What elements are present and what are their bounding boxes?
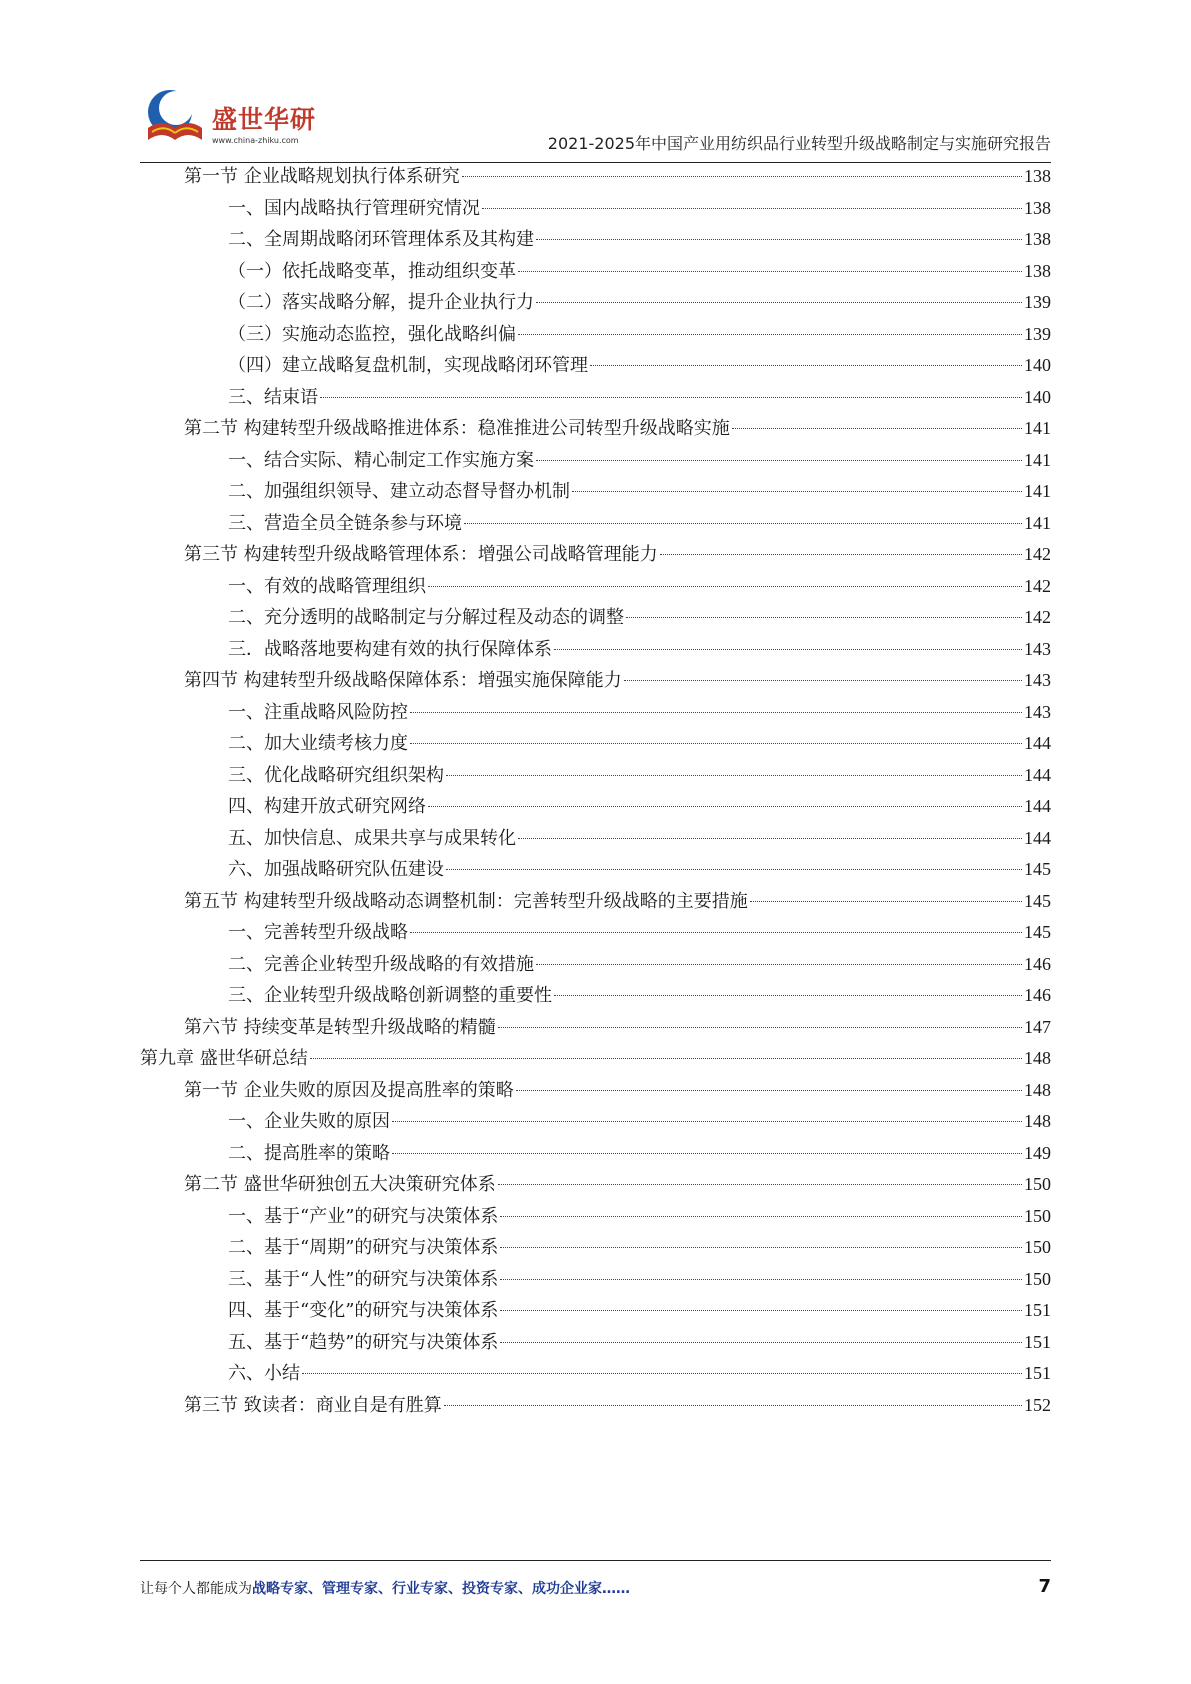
toc-entry[interactable]	[140, 1106, 1051, 1138]
company-logo	[140, 84, 360, 156]
toc-dot-leader	[536, 460, 1022, 461]
toc-entry[interactable]	[140, 1327, 1051, 1359]
toc-entry-page: 146	[1024, 985, 1051, 1005]
footer-slogan	[140, 1578, 630, 1598]
toc-entry[interactable]	[140, 791, 1051, 823]
toc-entry-page: 148	[1024, 1048, 1051, 1068]
page-header	[140, 80, 1051, 160]
toc-dot-leader	[302, 1373, 1022, 1374]
toc-entry-page: 138	[1024, 197, 1051, 218]
toc-entry-title: 三、营造全员全链条参与环境	[228, 512, 462, 534]
toc-entry[interactable]	[140, 1201, 1051, 1233]
toc-entry[interactable]	[140, 382, 1051, 414]
toc-entry-page: 138	[1024, 166, 1051, 186]
toc-entry-page: 141	[1024, 449, 1051, 470]
toc-entry-page: 142	[1024, 544, 1051, 564]
toc-entry[interactable]	[140, 161, 1051, 193]
toc-entry-page: 141	[1024, 481, 1051, 501]
toc-entry-title: 第四节 构建转型升级战略保障体系：增强实施保障能力	[184, 670, 622, 691]
toc-entry-title: 三、基于“人性”的研究与决策体系	[228, 1268, 499, 1290]
toc-entry-page: 147	[1024, 1016, 1051, 1037]
toc-entry[interactable]	[140, 728, 1051, 760]
toc-dot-leader	[320, 397, 1022, 398]
toc-entry-title: 三．战略落地要构建有效的执行保障体系	[228, 638, 552, 660]
toc-entry-title: 二、充分透明的战略制定与分解过程及动态的调整	[228, 607, 624, 628]
footer-slogan-prefix: 让每个人都能成为	[140, 1581, 252, 1597]
toc-entry[interactable]	[140, 823, 1051, 855]
toc-entry-page: 150	[1024, 1174, 1051, 1194]
toc-entry[interactable]	[140, 760, 1051, 792]
toc-entry-page: 148	[1024, 1111, 1051, 1131]
toc-entry-title: 二、完善企业转型升级战略的有效措施	[228, 953, 534, 975]
toc-entry-title: （二）落实战略分解，提升企业执行力	[228, 292, 534, 313]
toc-dot-leader	[624, 680, 1022, 681]
toc-entry-title: 五、基于“趋势”的研究与决策体系	[228, 1331, 499, 1353]
toc-dot-leader	[660, 554, 1022, 555]
toc-entry[interactable]	[140, 1138, 1051, 1170]
toc-entry-title: 一、国内战略执行管理研究情况	[228, 197, 480, 219]
toc-dot-leader	[446, 869, 1022, 870]
toc-entry[interactable]	[140, 1012, 1051, 1044]
toc-dot-leader	[462, 176, 1022, 177]
toc-entry-page: 150	[1024, 1205, 1051, 1226]
toc-entry-page: 144	[1024, 827, 1051, 848]
footer-slogan-emphasis: 战略专家、管理专家、行业专家、投资专家、成功企业家……	[252, 1581, 630, 1597]
toc-entry-title: 一、基于“产业”的研究与决策体系	[228, 1205, 499, 1227]
toc-entry[interactable]	[140, 1075, 1051, 1107]
toc-entry[interactable]	[140, 445, 1051, 477]
toc-dot-leader	[536, 239, 1022, 240]
toc-entry[interactable]	[140, 1043, 1051, 1075]
toc-entry[interactable]	[140, 1358, 1051, 1390]
toc-entry-page: 145	[1024, 922, 1051, 942]
toc-dot-leader	[310, 1058, 1022, 1059]
toc-dot-leader	[410, 932, 1022, 933]
toc-entry-page: 139	[1024, 323, 1051, 344]
toc-dot-leader	[498, 1027, 1022, 1028]
toc-entry-page: 150	[1024, 1268, 1051, 1289]
toc-dot-leader	[428, 586, 1022, 587]
toc-entry[interactable]	[140, 854, 1051, 886]
toc-dot-leader	[500, 1247, 1022, 1248]
toc-entry-page: 146	[1024, 953, 1051, 974]
toc-entry-title: 二、提高胜率的策略	[228, 1142, 390, 1164]
toc-entry[interactable]	[140, 980, 1051, 1012]
toc-entry[interactable]	[140, 193, 1051, 225]
toc-entry-title: 第一节 企业战略规划执行体系研究	[184, 166, 460, 187]
toc-entry-title: （一）依托战略变革，推动组织变革	[228, 260, 516, 282]
toc-dot-leader	[500, 1216, 1022, 1217]
toc-entry-title: （三）实施动态监控，强化战略纠偏	[228, 323, 516, 345]
toc-entry-page: 152	[1024, 1394, 1051, 1415]
toc-entry-title: 二、加大业绩考核力度	[228, 733, 408, 754]
toc-entry[interactable]	[140, 634, 1051, 666]
toc-dot-leader	[392, 1121, 1022, 1122]
toc-entry[interactable]	[140, 350, 1051, 382]
toc-dot-leader	[536, 302, 1022, 303]
logo-url: www.china-zhiku.com	[212, 136, 299, 145]
toc-entry-title: 第二节 构建转型升级战略推进体系：稳准推进公司转型升级战略实施	[184, 418, 730, 439]
footer-divider	[140, 1560, 1051, 1561]
toc-entry-title: 三、企业转型升级战略创新调整的重要性	[228, 985, 552, 1006]
toc-dot-leader	[554, 649, 1022, 650]
toc-entry[interactable]	[140, 413, 1051, 445]
toc-entry[interactable]	[140, 602, 1051, 634]
toc-entry[interactable]	[140, 319, 1051, 351]
page-number: 7	[1038, 1576, 1051, 1597]
toc-dot-leader	[410, 743, 1022, 744]
toc-entry-page: 138	[1024, 229, 1051, 249]
toc-entry-title: 第五节 构建转型升级战略动态调整机制：完善转型升级战略的主要措施	[184, 890, 748, 912]
toc-entry[interactable]	[140, 1390, 1051, 1422]
toc-dot-leader	[500, 1279, 1022, 1280]
toc-dot-leader	[518, 334, 1022, 335]
toc-entry-title: 一、有效的战略管理组织	[228, 575, 426, 597]
toc-entry-title: 一、完善转型升级战略	[228, 922, 408, 943]
toc-entry-title: 一、企业失败的原因	[228, 1111, 390, 1132]
toc-dot-leader	[518, 838, 1022, 839]
toc-entry-title: 二、基于“周期”的研究与决策体系	[228, 1237, 499, 1258]
toc-dot-leader	[482, 208, 1022, 209]
toc-entry-title: 三、优化战略研究组织架构	[228, 764, 444, 786]
toc-dot-leader	[500, 1310, 1022, 1311]
toc-dot-leader	[626, 617, 1022, 618]
toc-entry[interactable]	[140, 1264, 1051, 1296]
toc-entry-title: 第九章 盛世华研总结	[140, 1048, 308, 1069]
toc-entry[interactable]	[140, 256, 1051, 288]
toc-entry[interactable]	[140, 476, 1051, 508]
toc-entry[interactable]	[140, 224, 1051, 256]
logo-book-icon	[140, 84, 210, 154]
toc-entry-page: 142	[1024, 607, 1051, 627]
toc-entry-page: 143	[1024, 638, 1051, 659]
toc-entry-title: 二、全周期战略闭环管理体系及其构建	[228, 229, 534, 250]
toc-entry-page: 144	[1024, 764, 1051, 785]
toc-entry-title: 三、结束语	[228, 386, 318, 408]
toc-dot-leader	[464, 523, 1022, 524]
toc-entry-page: 143	[1024, 670, 1051, 690]
toc-entry-title: 第三节 致读者：商业自是有胜算	[184, 1394, 442, 1416]
toc-entry[interactable]	[140, 665, 1051, 697]
toc-entry-page: 148	[1024, 1079, 1051, 1100]
toc-dot-leader	[554, 995, 1022, 996]
toc-entry-page: 140	[1024, 355, 1051, 375]
toc-dot-leader	[732, 428, 1022, 429]
toc-dot-leader	[428, 806, 1022, 807]
toc-entry[interactable]	[140, 539, 1051, 571]
toc-entry-title: 六、加强战略研究队伍建设	[228, 859, 444, 880]
toc-dot-leader	[518, 271, 1022, 272]
toc-entry[interactable]	[140, 1295, 1051, 1327]
toc-dot-leader	[572, 491, 1022, 492]
toc-dot-leader	[750, 901, 1022, 902]
toc-entry[interactable]	[140, 571, 1051, 603]
toc-entry-page: 151	[1024, 1363, 1051, 1383]
toc-entry-title: 第六节 持续变革是转型升级战略的精髓	[184, 1016, 496, 1038]
toc-dot-leader	[446, 775, 1022, 776]
toc-dot-leader	[590, 365, 1022, 366]
toc-entry-page: 150	[1024, 1237, 1051, 1257]
toc-entry[interactable]	[140, 886, 1051, 918]
toc-entry-title: 六、小结	[228, 1363, 300, 1384]
toc-entry-page: 140	[1024, 386, 1051, 407]
toc-entry-title: 第一节 企业失败的原因及提高胜率的策略	[184, 1079, 514, 1101]
toc-entry-title: 一、注重战略风险防控	[228, 701, 408, 723]
toc-dot-leader	[536, 964, 1022, 965]
toc-dot-leader	[498, 1184, 1022, 1185]
toc-entry-title: 一、结合实际、精心制定工作实施方案	[228, 449, 534, 471]
toc-entry-title: 五、加快信息、成果共享与成果转化	[228, 827, 516, 849]
toc-entry-page: 142	[1024, 575, 1051, 596]
logo-name: 盛世华研	[212, 105, 317, 134]
toc-dot-leader	[516, 1090, 1022, 1091]
toc-entry[interactable]	[140, 917, 1051, 949]
toc-dot-leader	[500, 1342, 1022, 1343]
toc-entry-page: 144	[1024, 796, 1051, 816]
toc-entry-page: 149	[1024, 1142, 1051, 1163]
toc-entry-page: 143	[1024, 701, 1051, 722]
toc-entry-page: 141	[1024, 512, 1051, 533]
toc-entry[interactable]	[140, 1169, 1051, 1201]
table-of-contents	[140, 161, 1051, 1421]
toc-entry[interactable]	[140, 287, 1051, 319]
toc-entry-page: 145	[1024, 890, 1051, 911]
page-footer	[140, 1578, 1051, 1608]
toc-entry-page: 141	[1024, 418, 1051, 438]
toc-dot-leader	[410, 712, 1022, 713]
document-title: 2021-2025年中国产业用纺织品行业转型升级战略制定与实施研究报告	[547, 134, 1051, 153]
toc-entry-page: 144	[1024, 733, 1051, 753]
toc-entry[interactable]	[140, 697, 1051, 729]
toc-dot-leader	[444, 1405, 1022, 1406]
toc-entry-page: 138	[1024, 260, 1051, 281]
toc-entry[interactable]	[140, 949, 1051, 981]
toc-entry[interactable]	[140, 508, 1051, 540]
toc-entry-title: 四、基于“变化”的研究与决策体系	[228, 1300, 499, 1321]
toc-entry-title: 四、构建开放式研究网络	[228, 796, 426, 817]
toc-entry-page: 151	[1024, 1331, 1051, 1352]
toc-entry-title: （四）建立战略复盘机制，实现战略闭环管理	[228, 355, 588, 376]
toc-entry-page: 145	[1024, 859, 1051, 879]
toc-entry-title: 第二节 盛世华研独创五大决策研究体系	[184, 1174, 496, 1195]
toc-entry[interactable]	[140, 1232, 1051, 1264]
toc-entry-title: 第三节 构建转型升级战略管理体系：增强公司战略管理能力	[184, 544, 658, 565]
toc-entry-title: 二、加强组织领导、建立动态督导督办机制	[228, 481, 570, 502]
toc-entry-page: 151	[1024, 1300, 1051, 1320]
toc-dot-leader	[392, 1153, 1022, 1154]
toc-entry-page: 139	[1024, 292, 1051, 312]
